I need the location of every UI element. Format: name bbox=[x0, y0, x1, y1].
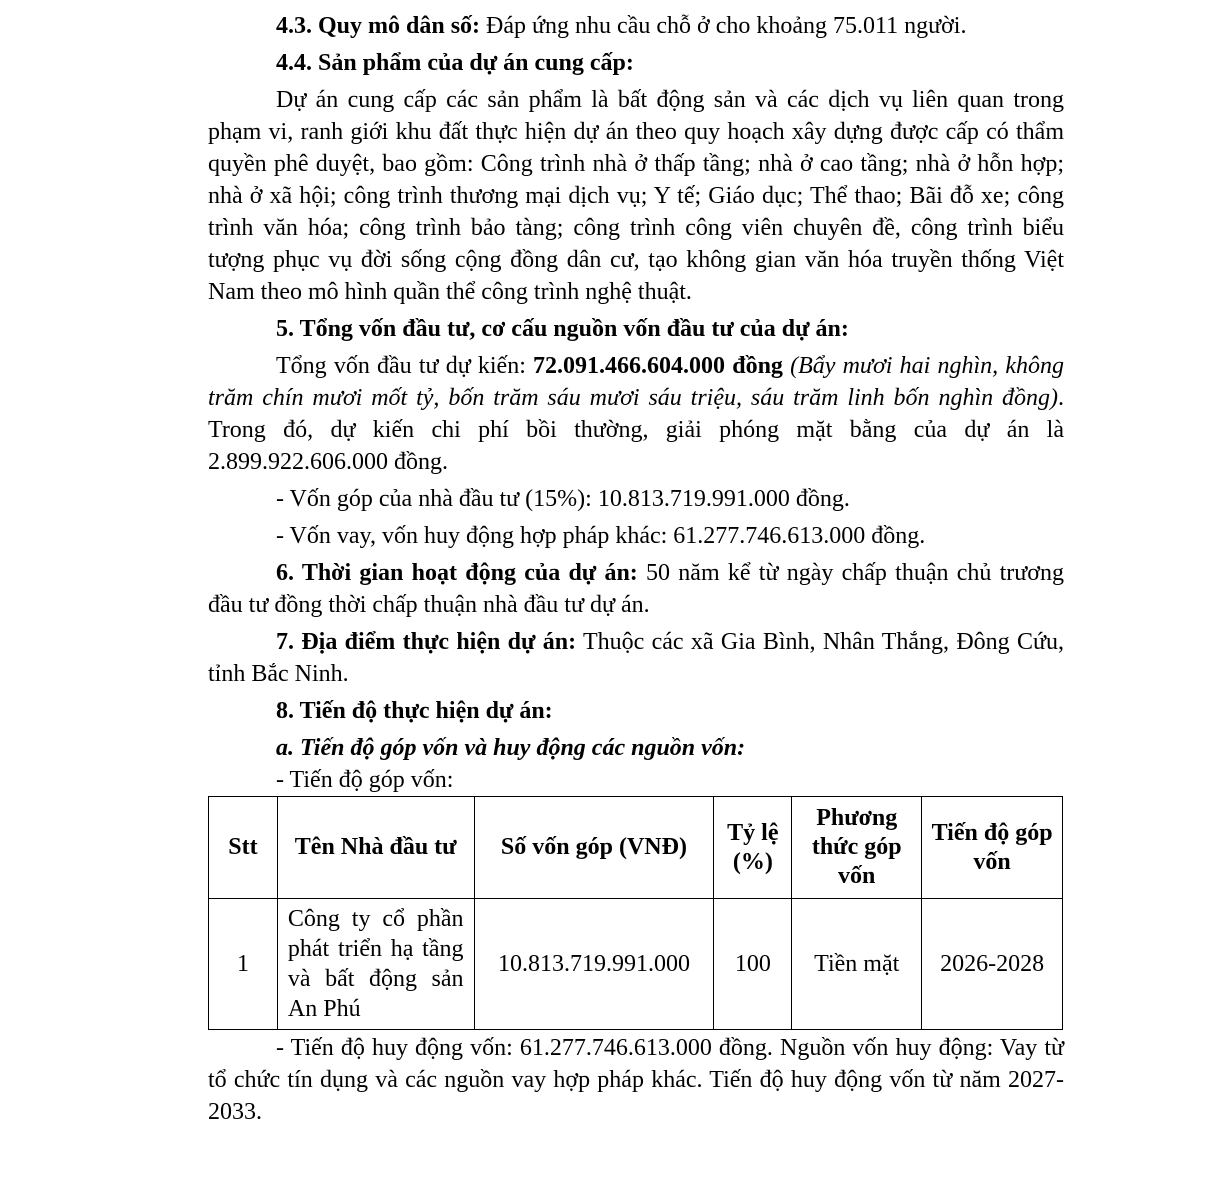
total-investment-amount: 72.091.466.604.000 đồng bbox=[533, 353, 783, 379]
section-5-heading: 5. Tổng vốn đầu tư, cơ cấu nguồn vốn đầu tư của dự án: bbox=[276, 316, 849, 342]
header-ratio: Tỷ lệ (%) bbox=[714, 797, 792, 899]
total-investment-prefix: Tổng vốn đầu tư dự kiến: bbox=[276, 353, 534, 379]
cell-schedule: 2026-2028 bbox=[922, 899, 1063, 1030]
header-investor: Tên Nhà đầu tư bbox=[277, 797, 474, 899]
mobilization-paragraph: - Tiến độ huy động vốn: 61.277.746.613.000 đồng. Nguồn vốn huy động: Vay từ tổ chức tín dụng và các nguồn vay hợp pháp khác. Tiến độ huy động vốn từ năm 2027-2033. bbox=[208, 1035, 1064, 1125]
cell-investor: Công ty cổ phần phát triển hạ tầng và bất động sản An Phú bbox=[277, 899, 474, 1030]
section-7-heading: 7. Địa điểm thực hiện dự án: bbox=[276, 629, 577, 655]
section-4-3-heading: 4.3. Quy mô dân số: bbox=[276, 13, 481, 39]
loan-line: - Vốn vay, vốn huy động hợp pháp khác: 61.277.746.613.000 đồng. bbox=[276, 523, 926, 549]
total-investment-paragraph bbox=[208, 350, 1064, 478]
section-8a-heading: a. Tiến độ góp vốn và huy động các nguồn vốn: bbox=[276, 735, 746, 761]
cell-ratio: 100 bbox=[714, 899, 792, 1030]
header-schedule: Tiến độ góp vốn bbox=[922, 797, 1063, 899]
total-investment-suffix: . Trong đó, dự kiến chi phí bồi thường, giải phóng mặt bằng của dự án là 2.899.922.606.000 đồng. bbox=[208, 385, 1064, 475]
section-4-4-text: Dự án cung cấp các sản phẩm là bất động sản và các dịch vụ liên quan trong phạm vi, ranh giới khu đất thực hiện dự án theo quy hoạch xây dựng được cấp có thẩm quyền phê duyệt, bao gồm: Công trình nhà ở thấp tầng; nhà ở cao tầng; nhà ở hỗn hợp; nhà ở xã hội; công trình thương mại dịch vụ; Y tế; Giáo dục; Thể thao; Bãi đỗ xe; công trình văn hóa; công trình bảo tàng; công trình công viên chuyên đề, công trình biểu tượng phục vụ đời sống cộng đồng dân cư, tạo không gian văn hóa truyền thống Việt Nam theo mô hình quần thể công trình nghệ thuật. bbox=[208, 87, 1064, 305]
cell-method: Tiền mặt bbox=[792, 899, 922, 1030]
document-page bbox=[208, 0, 1064, 1128]
section-6 bbox=[208, 557, 1064, 621]
table-header-row bbox=[209, 797, 1063, 899]
section-4-3 bbox=[208, 10, 1064, 42]
section-7 bbox=[208, 626, 1064, 690]
cell-capital: 10.813.719.991.000 bbox=[474, 899, 714, 1030]
section-4-4-heading: 4.4. Sản phẩm của dự án cung cấp: bbox=[276, 50, 634, 76]
contribution-label: - Tiến độ góp vốn: bbox=[276, 767, 454, 793]
cell-stt: 1 bbox=[209, 899, 278, 1030]
header-capital: Số vốn góp (VNĐ) bbox=[474, 797, 714, 899]
table-row bbox=[209, 899, 1063, 1030]
section-8-heading: 8. Tiến độ thực hiện dự án: bbox=[276, 698, 553, 724]
header-method: Phương thức góp vốn bbox=[792, 797, 922, 899]
total-investment-words: (Bẩy mươi hai nghìn, không trăm chín mươi mốt tỷ, bốn trăm sáu mươi sáu triệu, sáu trăm linh bốn nghìn đồng) bbox=[208, 353, 1064, 411]
section-6-text: 50 năm kể từ ngày chấp thuận chủ trương đầu tư đồng thời chấp thuận nhà đầu tư dự án. bbox=[208, 560, 1065, 618]
section-4-3-text: Đáp ứng nhu cầu chỗ ở cho khoảng 75.011 người. bbox=[480, 13, 967, 39]
equity-line: - Vốn góp của nhà đầu tư (15%): 10.813.719.991.000 đồng. bbox=[276, 486, 850, 512]
header-stt: Stt bbox=[209, 797, 278, 899]
capital-contribution-table bbox=[208, 796, 1063, 1030]
section-6-heading: 6. Thời gian hoạt động của dự án: bbox=[276, 560, 638, 586]
section-7-text: Thuộc các xã Gia Bình, Nhân Thắng, Đông Cứu, tỉnh Bắc Ninh. bbox=[208, 629, 1064, 687]
